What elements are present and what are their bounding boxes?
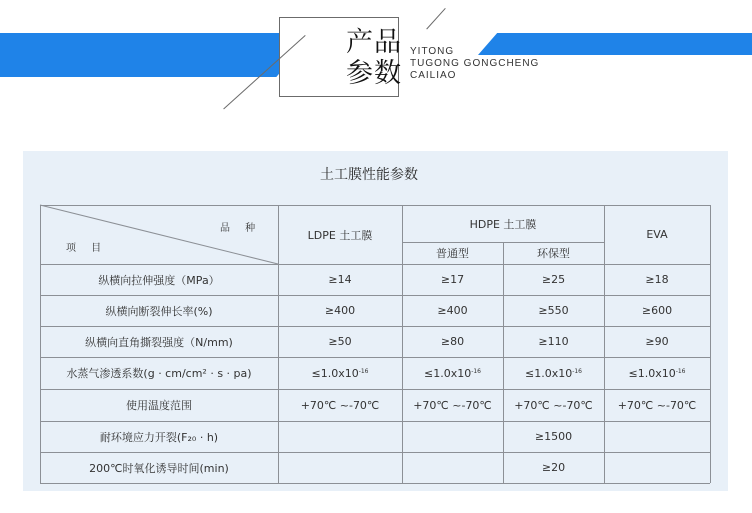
table-cell-hdpe1 bbox=[402, 357, 503, 389]
table-cell-ldpe bbox=[278, 421, 402, 452]
table-cell-hdpe1 bbox=[402, 295, 503, 326]
cell-text: 耐环境应力开裂(F₂₀ · h) bbox=[99, 430, 219, 444]
cell-text: ≥17 bbox=[440, 273, 465, 286]
cell-text: 纵横向拉伸强度（MPa） bbox=[98, 273, 220, 287]
table-cell-eva bbox=[604, 357, 710, 389]
table-cell-eva bbox=[604, 421, 710, 452]
table-cell-ldpe bbox=[278, 326, 402, 357]
row-label bbox=[40, 389, 278, 421]
row-label bbox=[40, 295, 278, 326]
table-cell-hdpe2 bbox=[503, 452, 604, 483]
table-cell-eva bbox=[604, 264, 710, 295]
table-cell-eva bbox=[604, 389, 710, 421]
cell-text: ≥600 bbox=[641, 304, 673, 317]
table-cell-hdpe2 bbox=[503, 295, 604, 326]
cell-text: ≤1.0x10 bbox=[628, 366, 676, 380]
cell-text: +70℃ ~-70℃ bbox=[413, 398, 492, 412]
cell-text: ≥80 bbox=[440, 335, 465, 348]
cell-exponent: -16 bbox=[471, 367, 482, 375]
cell-text: 纵横向断裂伸长率(%) bbox=[105, 304, 213, 318]
row-label bbox=[40, 452, 278, 483]
table-cell-hdpe2 bbox=[503, 389, 604, 421]
corner-header-top: 品 种 bbox=[220, 223, 262, 234]
cell-text: +70℃ ~-70℃ bbox=[514, 398, 593, 412]
table-cell-ldpe bbox=[278, 389, 402, 421]
cell-text: ≤1.0x10 bbox=[423, 366, 472, 380]
corner-header-bottom: 项 目 bbox=[66, 243, 108, 254]
cell-exponent: -16 bbox=[675, 367, 686, 375]
table-cell-hdpe2 bbox=[503, 264, 604, 295]
table-cell-hdpe2 bbox=[503, 357, 604, 389]
table-cell-hdpe1 bbox=[402, 452, 503, 483]
cell-text: ≥18 bbox=[645, 273, 669, 286]
table-cell-hdpe1 bbox=[402, 421, 503, 452]
cell-text: ≥90 bbox=[645, 335, 669, 348]
cell-text: 水蒸气渗透系数(g · cm/cm² · s · pa) bbox=[66, 367, 252, 380]
cell-exponent: -16 bbox=[572, 367, 583, 375]
cell-text: 纵横向直角撕裂强度（N/mm) bbox=[85, 335, 233, 349]
cell-text: ≥50 bbox=[328, 335, 352, 348]
table-cell-ldpe bbox=[278, 452, 402, 483]
table-cell-hdpe2 bbox=[503, 326, 604, 357]
table-cell-hdpe1 bbox=[402, 264, 503, 295]
cell-text: ≥25 bbox=[541, 273, 566, 286]
cell-text: ≥14 bbox=[328, 273, 352, 286]
col-header-ldpe: LDPE 土工膜 bbox=[307, 228, 373, 242]
table-cell-eva bbox=[604, 295, 710, 326]
cell-text: ≥20 bbox=[541, 461, 566, 474]
table-title-text: 土工膜性能参数 bbox=[320, 167, 418, 183]
cell-text: 使用温度范围 bbox=[126, 399, 192, 412]
subtitle-line-1: YITONG bbox=[410, 46, 455, 57]
col-header-hdpe-eco: 环保型 bbox=[537, 247, 570, 260]
col-header-hdpe: HDPE 土工膜 bbox=[469, 217, 537, 231]
subtitle-line-2: TUGONG GONGCHENG bbox=[410, 58, 540, 69]
col-header-eva: EVA bbox=[646, 228, 668, 241]
row-label bbox=[40, 357, 278, 389]
cell-text: ≥1500 bbox=[534, 430, 573, 443]
cell-text: 200℃时氧化诱导时间(min) bbox=[89, 461, 229, 475]
subtitle-line-3: CAILIAO bbox=[410, 70, 457, 81]
cell-text: ≥550 bbox=[538, 304, 569, 317]
table-cell-ldpe bbox=[278, 295, 402, 326]
table-cell-ldpe bbox=[278, 357, 402, 389]
cell-text: ≤1.0x10 bbox=[524, 366, 573, 380]
title-line-2: 参数 bbox=[346, 58, 402, 89]
table-cell-ldpe bbox=[278, 264, 402, 295]
cell-text: +70℃ ~-70℃ bbox=[300, 398, 380, 412]
table-cell-eva bbox=[604, 326, 710, 357]
col-header-hdpe-standard: 普通型 bbox=[436, 247, 469, 260]
table-cell-hdpe1 bbox=[402, 389, 503, 421]
table-cell-eva bbox=[604, 452, 710, 483]
cell-exponent: -16 bbox=[358, 367, 369, 375]
cell-text: ≥400 bbox=[324, 304, 356, 317]
cell-text: ≤1.0x10 bbox=[311, 366, 359, 380]
row-label bbox=[40, 264, 278, 295]
table-cell-hdpe2 bbox=[503, 421, 604, 452]
cell-text: +70℃ ~-70℃ bbox=[617, 398, 697, 412]
row-label bbox=[40, 326, 278, 357]
cell-text: ≥400 bbox=[437, 304, 468, 317]
cell-text: ≥110 bbox=[538, 335, 569, 348]
table-cell-hdpe1 bbox=[402, 326, 503, 357]
row-label bbox=[40, 421, 278, 452]
title-line-1: 产品 bbox=[346, 27, 402, 58]
